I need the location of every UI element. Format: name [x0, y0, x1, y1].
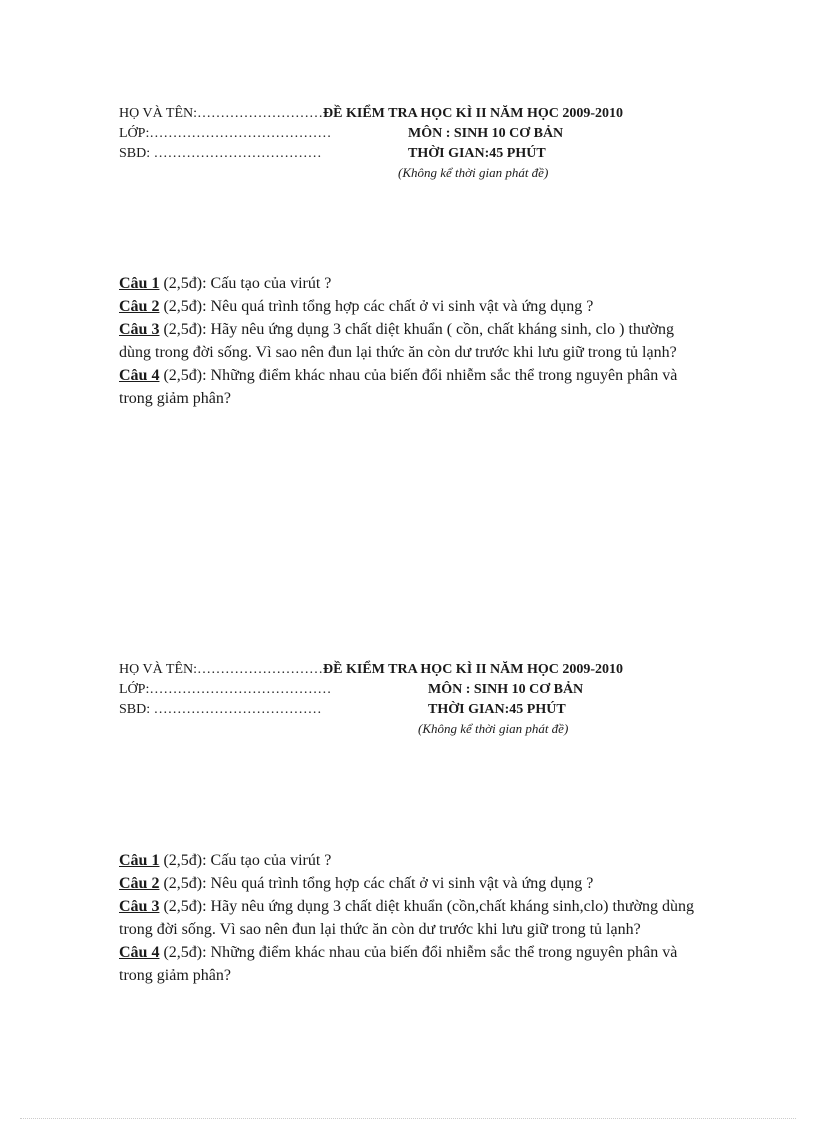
question-3: Câu 3 (2,5đ): Hãy nêu ứng dụng 3 chất diệt khuẩn (cồn,chất kháng sinh,clo) thường dùng trong đời sống. Vì sao nên đun lại thức ăn còn dư trước khi lưu giữ trong tủ lạnh?: [119, 898, 695, 938]
time-line: THỜI GIAN:45 PHÚT: [428, 702, 566, 717]
time-note: (Không kể thời gian phát đề): [398, 165, 549, 180]
name-label: HỌ VÀ TÊN:………………………: [119, 106, 324, 121]
question-list: [119, 272, 699, 410]
class-label: LỚP:…………………………………: [119, 682, 332, 697]
question-1: Câu 1 (2,5đ): Cấu tạo của virút ?: [119, 275, 332, 292]
question-2: Câu 2 (2,5đ): Nêu quá trình tổng hợp các chất ở vi sinh vật và ứng dụng ?: [119, 875, 594, 892]
question-list: [119, 849, 699, 987]
time-note: (Không kể thời gian phát đề): [418, 721, 569, 736]
class-label: LỚP:…………………………………: [119, 126, 332, 141]
subject-line: MÔN : SINH 10 CƠ BẢN: [428, 682, 584, 697]
page-bottom-divider: [20, 1118, 796, 1119]
subject-line: MÔN : SINH 10 CƠ BẢN: [408, 126, 564, 141]
question-2: Câu 2 (2,5đ): Nêu quá trình tổng hợp các chất ở vi sinh vật và ứng dụng ?: [119, 298, 594, 315]
name-label: HỌ VÀ TÊN:………………………: [119, 662, 324, 677]
question-3: Câu 3 (2,5đ): Hãy nêu ứng dụng 3 chất diệt khuẩn ( cồn, chất kháng sinh, clo ) thường dùng trong đời sống. Vì sao nên đun lại thức ăn còn dư trước khi lưu giữ trong tủ lạnh?: [119, 321, 677, 361]
header-row-1: [119, 660, 623, 680]
question-4: Câu 4 (2,5đ): Những điểm khác nhau của biến đổi nhiễm sắc thể trong nguyên phân và trong giảm phân?: [119, 944, 678, 984]
time-line: THỜI GIAN:45 PHÚT: [408, 146, 546, 161]
exam-title: ĐỀ KIỂM TRA HỌC KÌ II NĂM HỌC 2009-2010: [323, 106, 624, 121]
sbd-label: SBD: ………………………………: [119, 146, 322, 161]
exam-title: ĐỀ KIỂM TRA HỌC KÌ II NĂM HỌC 2009-2010: [323, 662, 624, 677]
header-row-1: [119, 104, 623, 124]
question-4: Câu 4 (2,5đ): Những điểm khác nhau của biến đổi nhiễm sắc thể trong nguyên phân và trong giảm phân?: [119, 367, 678, 407]
question-1: Câu 1 (2,5đ): Cấu tạo của virút ?: [119, 852, 332, 869]
sbd-label: SBD: ………………………………: [119, 702, 322, 717]
